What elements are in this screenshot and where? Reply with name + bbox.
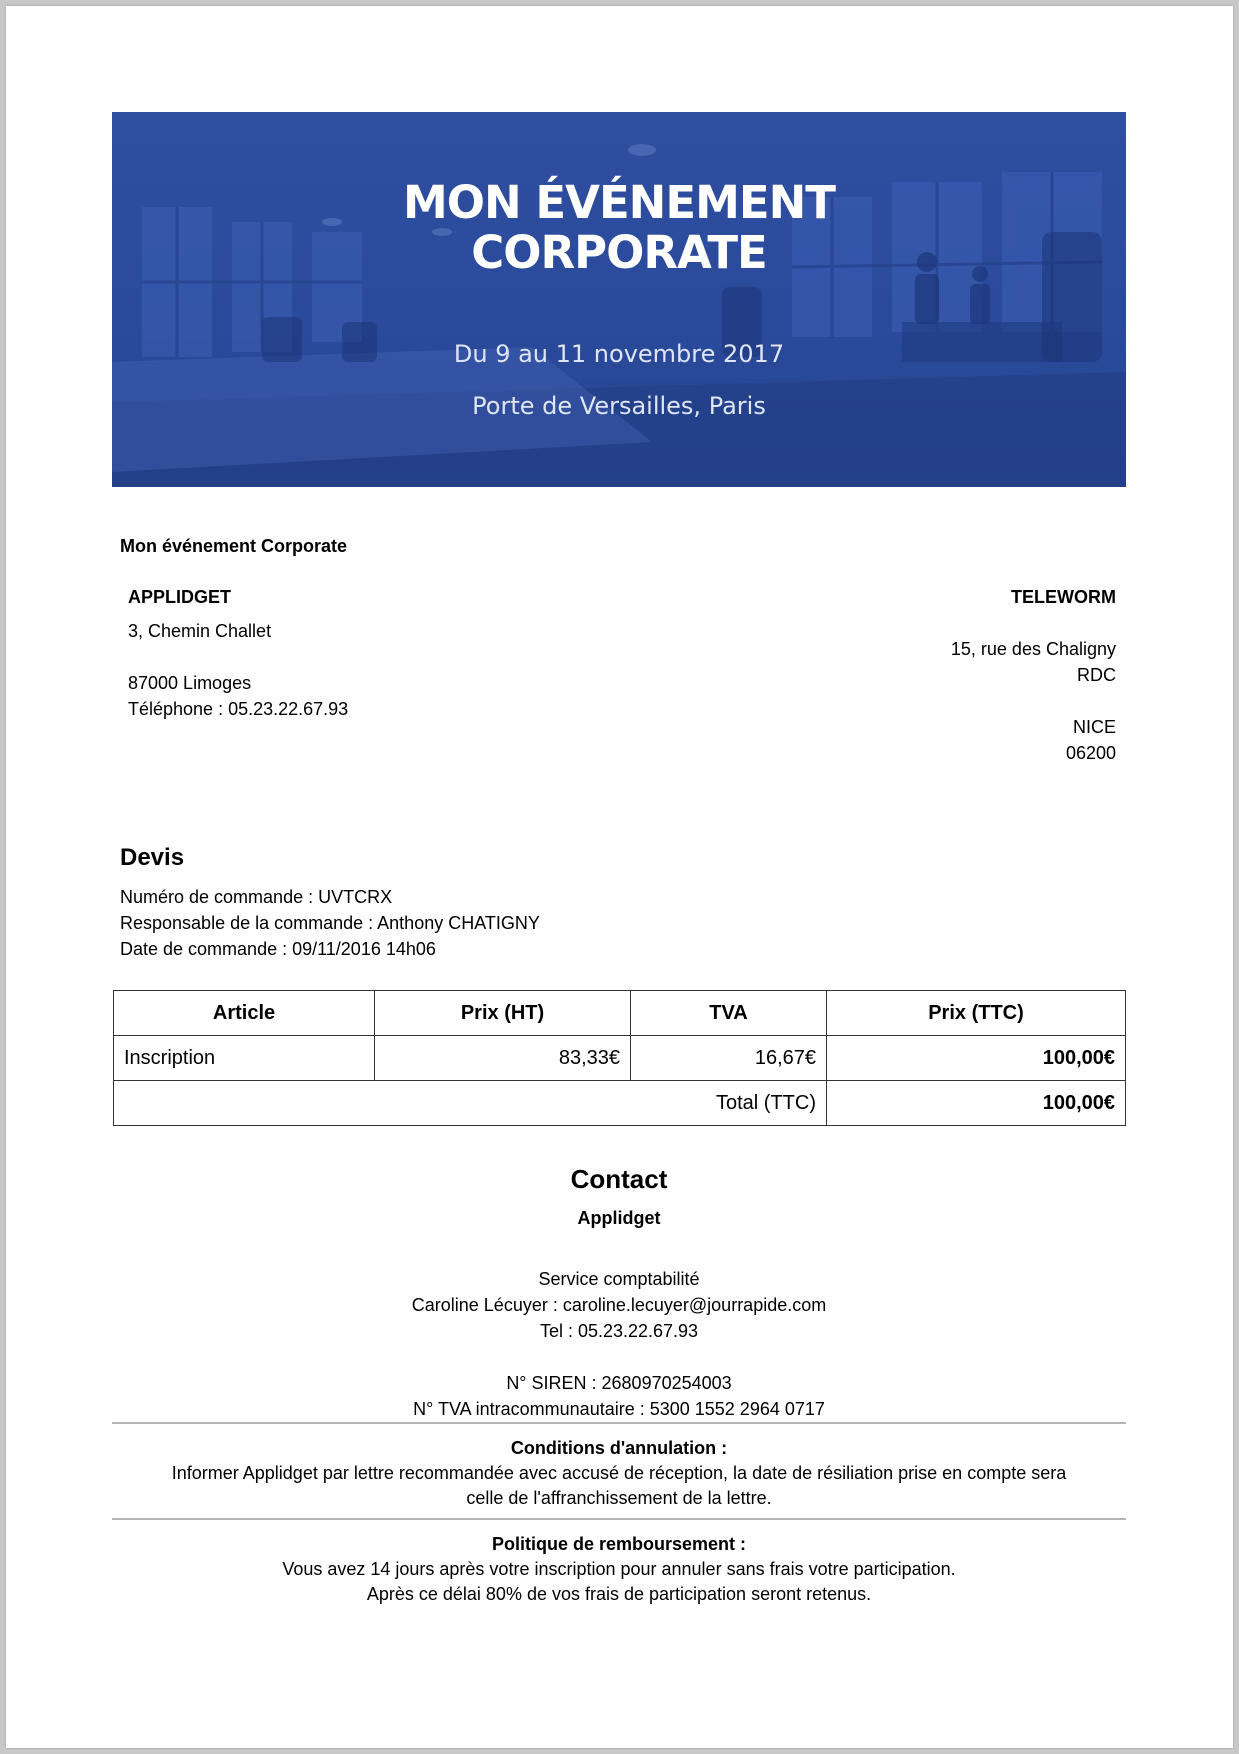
divider [112, 1422, 1126, 1424]
address-spacer [951, 610, 1116, 636]
seller-name: APPLIDGET [128, 587, 232, 607]
cell-article: Inscription [114, 1036, 375, 1081]
address-spacer [951, 688, 1116, 714]
seller-city: 87000 Limoges [128, 673, 252, 693]
contact-spacer [112, 1344, 1126, 1370]
buyer-postcode: 06200 [1065, 743, 1116, 763]
table-row [114, 1036, 1126, 1081]
cancellation-conditions [112, 1436, 1126, 1511]
order-manager: Responsable de la commande : Anthony CHATIGNY [120, 913, 540, 933]
seller-address [128, 584, 348, 722]
contact-tva: N° TVA intracommunautaire : 5300 1552 2964 0717 [413, 1399, 825, 1419]
cell-price-ht: 83,33€ [375, 1036, 631, 1081]
cell-tva: 16,67€ [631, 1036, 827, 1081]
divider [112, 1518, 1126, 1520]
refund-policy [112, 1532, 1126, 1607]
header-tva: TVA [631, 991, 827, 1036]
contact-title: Contact [570, 1164, 668, 1194]
event-name: Mon événement Corporate [120, 536, 348, 556]
seller-phone: Téléphone : 05.23.22.67.93 [128, 699, 349, 719]
document-page [6, 6, 1233, 1748]
banner-title-line-2: CORPORATE [471, 226, 767, 279]
total-value: 100,00€ [827, 1081, 1126, 1126]
header-price-ht: Prix (HT) [375, 991, 631, 1036]
cell-price-ttc: 100,00€ [827, 1036, 1126, 1081]
table-header-row [114, 991, 1126, 1036]
buyer-address [951, 584, 1116, 766]
banner-location: Porte de Versailles, Paris [472, 392, 766, 420]
order-date: Date de commande : 09/11/2016 14h06 [120, 939, 436, 959]
banner-title [112, 178, 1126, 278]
banner-title-line-1: MON ÉVÉNEMENT [403, 176, 835, 229]
order-number: Numéro de commande : UVTCRX [120, 887, 393, 907]
contact-phone: Tel : 05.23.22.67.93 [539, 1321, 699, 1341]
banner-dates: Du 9 au 11 novembre 2017 [453, 340, 785, 368]
buyer-city: NICE [1072, 717, 1116, 737]
devis-title: Devis [120, 844, 185, 871]
cancellation-title: Conditions d'annulation : [510, 1438, 728, 1458]
contact-details [112, 1266, 1126, 1422]
header-article: Article [114, 991, 375, 1036]
header-price-ttc: Prix (TTC) [827, 991, 1126, 1036]
total-label: Total (TTC) [114, 1081, 827, 1126]
office-background-image [112, 112, 1126, 487]
buyer-name: TELEWORM [1011, 587, 1116, 607]
cancellation-line-2: celle de l'affranchissement de la lettre. [466, 1488, 772, 1508]
cancellation-line-1: Informer Applidget par lettre recommandée avec accusé de réception, la date de résiliation prise en compte sera [171, 1463, 1067, 1483]
buyer-floor: RDC [1077, 665, 1116, 685]
contact-person: Caroline Lécuyer : caroline.lecuyer@jourrapide.com [411, 1295, 827, 1315]
refund-title: Politique de remboursement : [491, 1534, 747, 1554]
contact-service: Service comptabilité [538, 1269, 700, 1289]
contact-company: Applidget [577, 1208, 661, 1228]
event-banner [112, 112, 1126, 487]
quote-table [113, 990, 1126, 1126]
buyer-street: 15, rue des Chaligny [950, 639, 1116, 659]
refund-line-2: Après ce délai 80% de vos frais de participation seront retenus. [366, 1584, 872, 1604]
address-spacer [128, 644, 348, 670]
devis-info [120, 884, 540, 962]
seller-street: 3, Chemin Challet [128, 621, 272, 641]
total-row [114, 1081, 1126, 1126]
contact-siren: N° SIREN : 2680970254003 [506, 1373, 732, 1393]
refund-line-1: Vous avez 14 jours après votre inscription pour annuler sans frais votre participation. [282, 1559, 956, 1579]
